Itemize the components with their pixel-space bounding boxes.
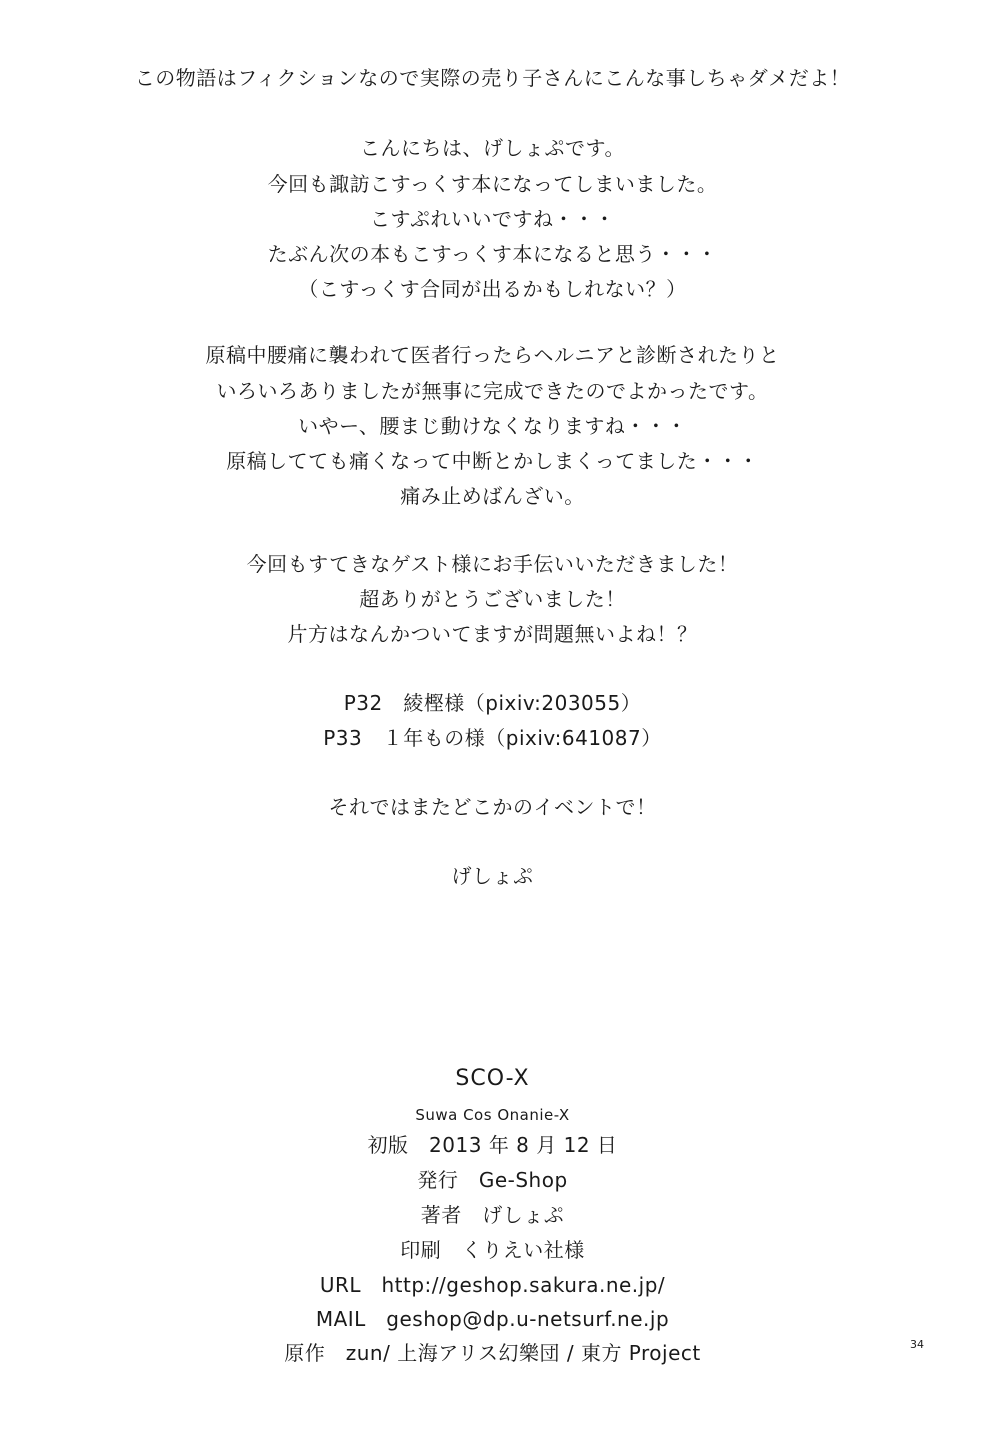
guest-credit: P32 綾樫様（pixiv:203055） — [343, 691, 642, 715]
colophon-original-work: 原作 zun/ 上海アリス幻樂団 / 東方 Project — [284, 1341, 701, 1365]
afterword-line: 原稿中腰痛に襲われて医者行ったらヘルニアと診断されたりと — [205, 343, 780, 367]
colophon-publisher: 発行 Ge-Shop — [417, 1168, 568, 1192]
afterword-line: 痛み止めばんざい。 — [400, 484, 585, 508]
colophon-mail: MAIL geshop@dp.u-netsurf.ne.jp — [315, 1307, 670, 1331]
afterword-line: 超ありがとうございました！ — [359, 587, 626, 611]
afterword-line: 片方はなんかついてますが問題無いよね！？ — [287, 622, 698, 646]
colophon-url: URL http://geshop.sakura.ne.jp/ — [319, 1273, 666, 1297]
colophon-printer: 印刷 くりえい社様 — [400, 1238, 585, 1262]
afterword-line: （こすっくす合同が出るかもしれない？） — [298, 277, 687, 301]
afterword-line: こんにちは、げしょぷです。 — [360, 136, 625, 160]
afterword-line: いやー、腰まじ動けなくなりますね・・・ — [298, 414, 687, 438]
afterword-line: いろいろありましたが無事に完成できたのでよかったです。 — [216, 379, 769, 403]
colophon-title: SCO-X — [455, 1066, 530, 1091]
colophon-first-edition: 初版 2013 年 8 月 12 日 — [367, 1133, 618, 1157]
fiction-disclaimer: この物語はフィクションなので実際の売り子さんにこんな事しちゃダメだよ！ — [134, 66, 851, 90]
afterword-line: 原稿してても痛くなって中断とかしまくってました・・・ — [226, 449, 759, 473]
afterword-line: たぶん次の本もこすっくす本になると思う・・・ — [267, 242, 718, 266]
colophon-subtitle: Suwa Cos Onanie-X — [415, 1106, 570, 1124]
afterword-line: それではまたどこかのイベントで！ — [328, 795, 657, 819]
author-signature: げしょぷ — [451, 864, 534, 888]
page-number: 34 — [910, 1338, 924, 1351]
guest-credit: P33 １年もの様（pixiv:641087） — [323, 726, 662, 750]
colophon-author: 著者 げしょぷ — [420, 1203, 565, 1227]
afterword-line: 今回も諏訪こすっくす本になってしまいました。 — [267, 172, 718, 196]
afterword-line: こすぷれいいですね・・・ — [370, 207, 615, 231]
afterword-line: 今回もすてきなゲスト様にお手伝いいただきました！ — [246, 552, 739, 576]
